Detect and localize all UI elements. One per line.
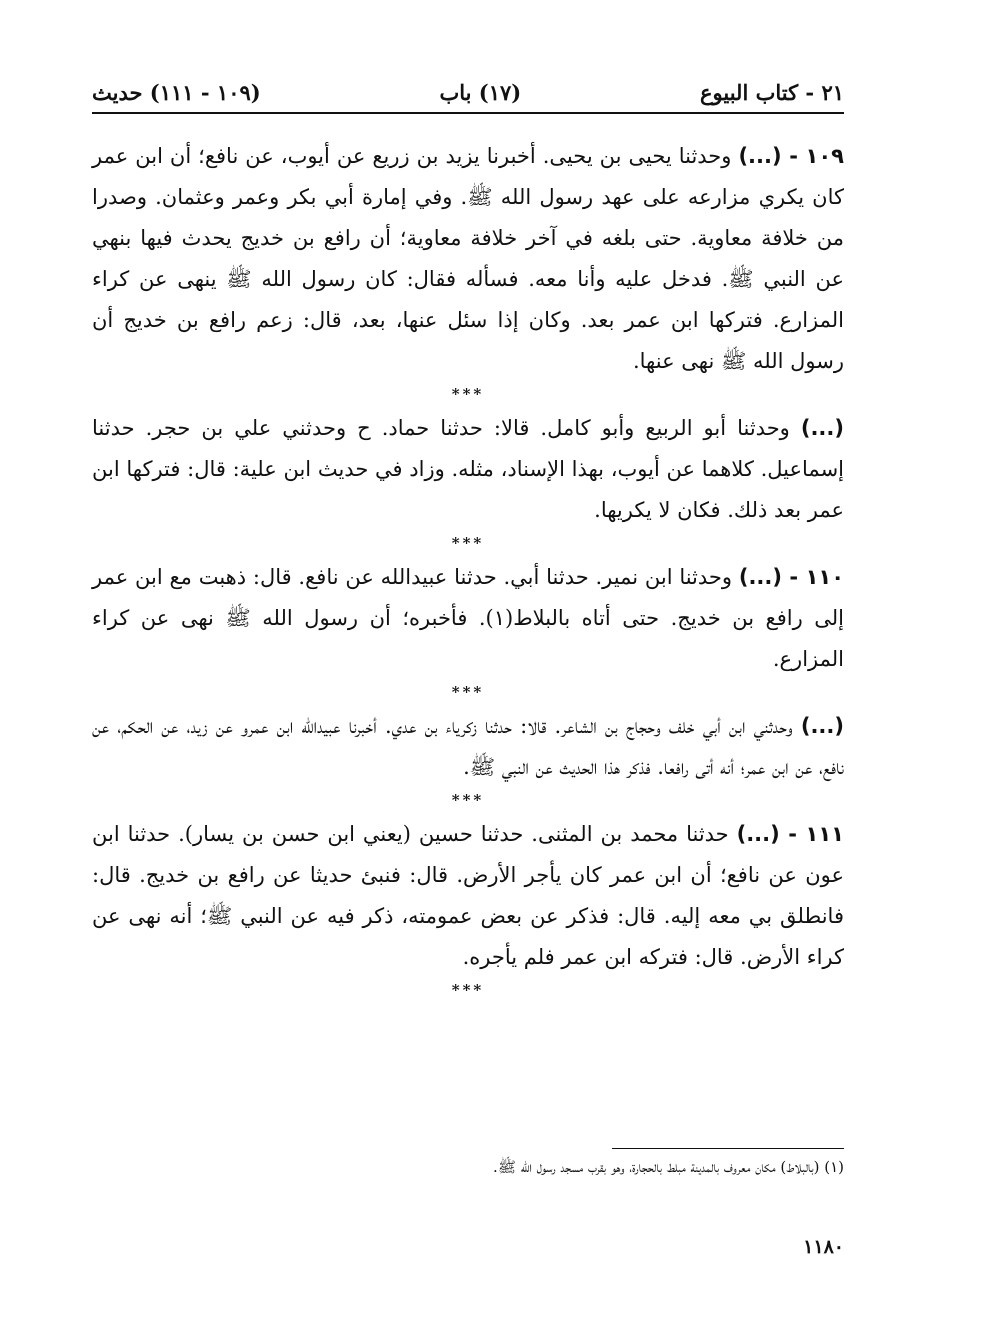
page-number: ١١٨٠ — [803, 1236, 844, 1258]
body-text — [92, 136, 844, 1004]
hadith-110-variant — [92, 706, 844, 788]
hadith-text: وحدثني ابن أبي خلف وحجاج بن الشاعر. قالا: حدثنا زكرياء بن عدي. أخبرنا عبيدالله ابن عمرو عن زيد، عن الحكم، عن نافع، عن ابن عمر؛ أنه أتى رافعا. فذكر هذا الحديث عن النبي ﷺ. — [92, 714, 844, 779]
hadith-number: (...) — [800, 416, 844, 440]
hadith-109 — [92, 136, 844, 382]
section-separator: *** — [451, 981, 485, 999]
running-header — [92, 74, 844, 110]
chapter-label: (١٧) باب — [439, 79, 522, 105]
hadith-110 — [92, 557, 844, 680]
footnote: (١) (بالبلاط) مكان معروف بالمدينة مبلط بالحجارة، وهو بقرب مسجد رسول الله ﷺ. — [493, 1158, 844, 1176]
hadith-range: (١٠٩ - ١١١) حديث — [92, 79, 261, 105]
book-title: ٢١ - كتاب البيوع — [700, 79, 844, 105]
hadith-number: (...) — [800, 714, 844, 738]
hadith-text: حدثنا محمد بن المثنى. حدثنا حسين (يعني ابن حسن بن يسار). حدثنا ابن عون عن نافع؛ أن ابن عمر كان يأجر الأرض. قال: فنبئ حديثا عن رافع بن خديج. قال: فانطلق بي معه إليه. قال: فذكر عن بعض عمومته، ذكر فيه عن النبي ﷺ؛ أنه نهى عن كراء الأرض. قال: فتركه ابن عمر فلم يأجره. — [92, 822, 844, 969]
hadith-text: وحدثنا يحيى بن يحيى. أخبرنا يزيد بن زريع عن أيوب، عن نافع؛ أن ابن عمر كان يكري مزارعه على عهد رسول الله ﷺ. وفي إمارة أبي بكر وعمر وعثمان. وصدرا من خلافة معاوية. حتى بلغه في آخر خلافة معاوية؛ أن رافع بن خديج يحدث فيها بنهي عن النبي ﷺ. فدخل عليه وأنا معه. فسأله فقال: كان رسول الله ﷺ ينهى عن كراء المزارع. فتركها ابن عمر بعد. وكان إذا سئل عنها، بعد، قال: زعم رافع بن خديج أن رسول الله ﷺ نهى عنها. — [92, 144, 844, 373]
hadith-number: ١٠٩ - (...) — [738, 144, 844, 168]
hadith-text: وحدثنا ابن نمير. حدثنا أبي. حدثنا عبيدالله عن نافع. قال: ذهبت مع ابن عمر إلى رافع بن خديج. حتى أتاه بالبلاط(١). فأخبره؛ أن رسول الله ﷺ نهى عن كراء المزارع. — [92, 565, 844, 671]
hadith-number: ١١٠ - (...) — [738, 565, 845, 589]
hadith-number: ١١١ - (...) — [736, 822, 844, 846]
header-rule — [92, 112, 844, 114]
hadith-109-variant — [92, 408, 844, 531]
hadith-text: وحدثنا أبو الربيع وأبو كامل. قالا: حدثنا حماد. ح وحدثني علي بن حجر. حدثنا إسماعيل. كلاهما عن أيوب، بهذا الإسناد، مثله. وزاد في حديث ابن علية: قال: فتركها ابن عمر بعد ذلك. فكان لا يكريها. — [92, 416, 844, 522]
footnote-rule — [612, 1148, 844, 1149]
section-separator: *** — [451, 683, 485, 701]
section-separator: *** — [451, 791, 485, 809]
section-separator: *** — [451, 534, 485, 552]
hadith-111 — [92, 814, 844, 978]
section-separator: *** — [451, 385, 485, 403]
